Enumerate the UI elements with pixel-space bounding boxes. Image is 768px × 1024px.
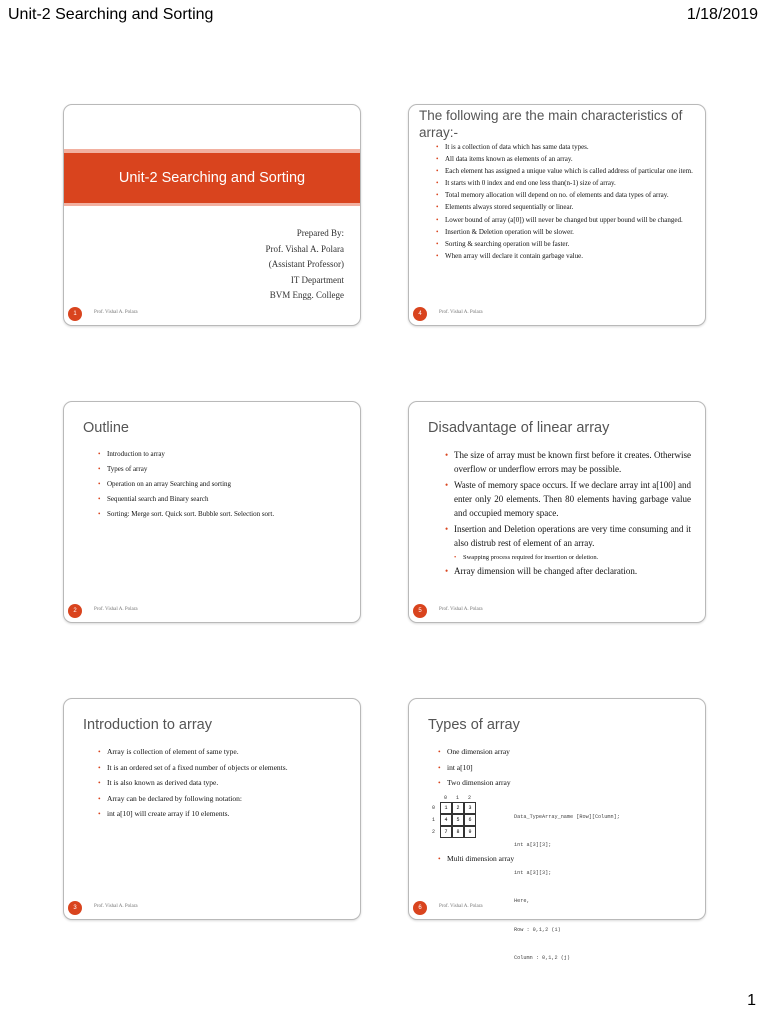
list-item: • Array is collection of element of same type. [98, 747, 350, 757]
bullet-list [438, 747, 688, 794]
grid-cell: 2 [452, 802, 464, 814]
list-item: • When array will declare it contain garbage value. [436, 252, 694, 262]
bullet-list [98, 747, 350, 825]
footer-author: Prof. Vishal A. Polara [94, 904, 138, 909]
footer-author: Prof. Vishal A. Polara [94, 607, 138, 612]
slide-2 [63, 401, 361, 623]
slide-title: Types of array [428, 717, 520, 733]
list-item: • Sorting & searching operation will be faster. [436, 240, 694, 250]
list-item: • Insertion and Deletion operations are very time consuming and it also distrub rest of element of an array. [445, 522, 691, 550]
column-index: 0 [444, 795, 448, 801]
slide-number-badge: 6 [413, 901, 427, 915]
slide-4 [408, 104, 706, 326]
slide-number-badge: 5 [413, 604, 427, 618]
row-index: 2 [432, 829, 436, 835]
list-item: • Introduction to array [98, 450, 348, 459]
grid-cell: 9 [464, 826, 476, 838]
grid-cell: 7 [440, 826, 452, 838]
bullet-list [436, 143, 694, 264]
byline-line: IT Department [290, 274, 344, 285]
list-item: • It is an ordered set of a fixed number of objects or elements. [98, 763, 350, 773]
list-item: • Insertion & Deletion operation will be slower. [436, 228, 694, 238]
byline-line: Prepared By: [296, 228, 344, 238]
footer-author: Prof. Vishal A. Polara [439, 607, 483, 612]
slide-title: Disadvantage of linear array [428, 420, 610, 436]
list-item: • Operation on an array Searching and sorting [98, 480, 348, 489]
list-item: • Sequential search and Binary search [98, 495, 348, 504]
slide-number-badge: 3 [68, 901, 82, 915]
sub-list-item: • Swapping process required for insertion or deletion. [454, 552, 691, 563]
list-item: • Lower bound of array (a[0]) will never be changed but upper bound will be changed. [436, 216, 694, 226]
list-item: • Waste of memory space occurs. If we declare array int a[100] and enter only 20 elements. Then 80 elements having garbage value and occupied memory space. [445, 478, 691, 520]
grid-cell: 8 [452, 826, 464, 838]
row-index: 1 [432, 817, 436, 823]
list-item: • It is a collection of data which has same data types. [436, 143, 694, 153]
footer-author: Prof. Vishal A. Polara [439, 310, 483, 315]
row-index: 0 [432, 805, 436, 811]
list-item: • Types of array [98, 465, 348, 474]
list-item: • It starts with 0 index and end one less than(n-1) size of array. [436, 179, 694, 189]
list-item: • It is also known as derived data type. [98, 778, 350, 788]
slide-title: The following are the main characteristics of array:- [419, 108, 683, 140]
slide-number-badge: 4 [413, 307, 427, 321]
slide-6 [408, 698, 706, 961]
bullet-list [445, 448, 691, 580]
list-item: • Array dimension will be changed after declaration. [445, 564, 691, 578]
slide-title: Outline [83, 420, 129, 436]
slide-3 [63, 698, 361, 920]
slide-title: Unit-2 Searching and Sorting [118, 170, 306, 186]
list-item: • Multi dimension array [438, 854, 688, 864]
grid-cell: 4 [440, 814, 452, 826]
grid-cell: 5 [452, 814, 464, 826]
grid-cell: 3 [464, 802, 476, 814]
list-item: • Array can be declared by following notation: [98, 794, 350, 804]
bullet-list [98, 450, 348, 525]
footer-author: Prof. Vishal A. Polara [94, 310, 138, 315]
slide-1 [63, 104, 361, 326]
slide-5 [408, 401, 706, 623]
grid-cell: 6 [464, 814, 476, 826]
list-item: • Sorting: Merge sort. Quick sort. Bubble sort. Selection sort. [98, 510, 348, 519]
list-item: • Each element has assigned a unique value which is called address of particular one item. [436, 167, 694, 177]
list-item: • Two dimension array [438, 778, 688, 788]
list-item: • int a[10] [438, 763, 688, 773]
bullet-list [438, 854, 688, 870]
title-band-bottom [64, 203, 360, 206]
list-item: • Total memory allocation will depend on no. of elements and data types of array. [436, 191, 694, 201]
slide-number-badge: 1 [68, 307, 82, 321]
code-line: Data_TypeArray_name [Row][Column]; [514, 813, 620, 820]
code-block [514, 794, 620, 982]
code-line: Here, [514, 898, 530, 905]
slide-number-badge: 2 [68, 604, 82, 618]
list-item: • Elements always stored sequentially or linear. [436, 203, 694, 213]
list-item: • One dimension array [438, 747, 688, 757]
byline-line: BVM Engg. College [269, 290, 344, 300]
byline-line: (Assistant Professor) [268, 259, 344, 269]
column-index: 2 [468, 795, 472, 801]
list-item: • int a[10] will create array if 10 elements. [98, 809, 350, 819]
code-line: Column : 0,1,2 (j) [514, 954, 571, 961]
array-grid [440, 802, 476, 838]
code-line: Row : 0,1,2 (i) [514, 926, 561, 933]
list-item: • The size of array must be known first before it creates. Otherwise overflow or underflow errors may be possible. [445, 448, 691, 476]
slide-title: Introduction to array [83, 717, 212, 733]
document-header-title: Unit-2 Searching and Sorting [8, 6, 214, 23]
code-line: int a[3][3]; [514, 870, 552, 877]
byline-line: Prof. Vishal A. Polara [265, 243, 344, 254]
grid-cell: 1 [440, 802, 452, 814]
page-number: 1 [747, 992, 756, 1009]
column-index: 1 [456, 795, 460, 801]
byline [265, 226, 344, 304]
code-line: int a[3][3]; [514, 842, 552, 849]
document-header-date: 1/18/2019 [686, 6, 758, 23]
list-item: • All data items known as elements of an array. [436, 155, 694, 165]
footer-author: Prof. Vishal A. Polara [439, 904, 483, 909]
